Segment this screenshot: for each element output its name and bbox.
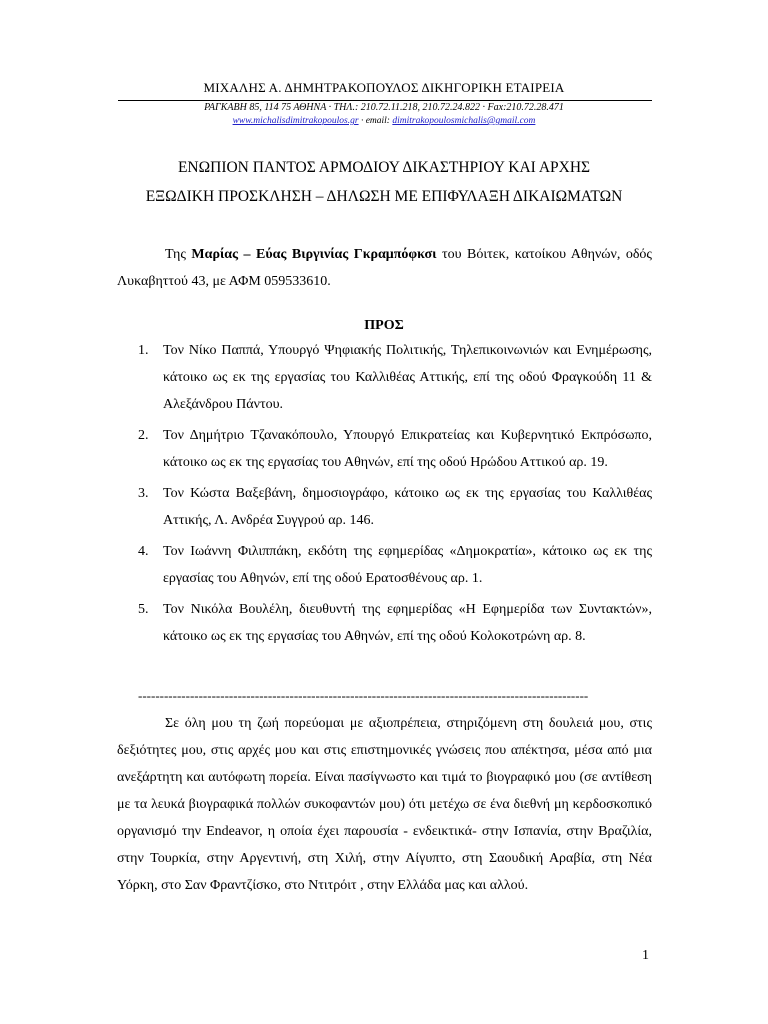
intro-paragraph — [117, 241, 652, 295]
intro-rest: του Βόιτεκ, κατοίκου Αθηνών, οδός Λυκαβηττού 43, με ΑΦΜ 059533610. — [117, 247, 652, 289]
letterhead-contact — [0, 116, 768, 126]
list-item-text: Τον Ιωάννη Φιλιππάκη, εκδότη της εφημερίδας «Δημοκρατία», κάτοικο ως εκ της εργασίας του Αθηνών, επί της οδού Ερατοσθένους αρ. 1. — [163, 544, 652, 586]
list-item-text: Τον Δημήτριο Τζανακόπουλο, Υπουργό Επικρατείας και Κυβερνητικό Εκπρόσωπο, κάτοικο ως εκ της εργασίας του Αθηνών, επί της οδού Ηρώδου Αττικού αρ. 19. — [163, 428, 652, 470]
list-item-number: 5. — [138, 602, 149, 617]
list-item — [138, 538, 652, 592]
list-item-text: Τον Νικόλα Βουλέλη, διευθυντή της εφημερίδας «Η Εφημερίδα των Συντακτών», κάτοικο ως εκ της εργασίας του Αθηνών, επί της οδού Κολοκοτρώνη αρ. 8. — [163, 602, 652, 644]
list-item-number: 3. — [138, 486, 149, 501]
sender-name: Μαρίας – Εύας Βιργινίας Γκραμπόφκσι — [191, 247, 437, 262]
body-paragraph: Σε όλη μου τη ζωή πορεύομαι με αξιοπρέπεια, στηριζόμενη στη δουλειά μου, στις δεξιότητες μου, στις αρχές μου και στις επιστημονικές γνώσεις που απέκτησα, μέσα από μια ανεξάρτητη και αυτόφωτη πορεία. Είναι πασίγνωστο και τιμά το βιογραφικό μου (σε αντίθεση με τα λευκά βιογραφικά πολλών συκοφαντών μου) ότι μετέχω σε ένα διεθνή μη κερδοσκοπικό οργανισμό την Endeavor, η οποία έχει παρουσία - ενδεικτικά- στην Ισπανία, στην Βραζιλία, στην Τουρκία, στην Αργεντινή, στη Χιλή, στην Αίγυπτο, στη Σαουδική Αραβία, στη Νέα Υόρκη, στο Σαν Φραντζίσκο, στο Ντιτρόιτ , στην Ελλάδα μας και αλλού. — [117, 716, 652, 893]
list-item-text: Τον Κώστα Βαξεβάνη, δημοσιογράφο, κάτοικο ως εκ της εργασίας του Καλλιθέας Αττικής, Λ. Ανδρέα Συγγρού αρ. 146. — [163, 486, 652, 528]
letterhead-rule — [118, 100, 652, 101]
list-item — [138, 422, 652, 476]
letterhead-firm-name: ΜΙΧΑΛΗΣ Α. ΔΗΜΗΤΡΑΚΟΠΟΥΛΟΣ ΔΙΚΗΓΟΡΙΚΗ ΕΤΑΙΡΕΙΑ — [203, 80, 565, 95]
pros-heading: ΠΡΟΣ — [364, 318, 404, 333]
list-item-text: Τον Νίκο Παππά, Υπουργό Ψηφιακής Πολιτικής, Τηλεπικοινωνιών και Ενημέρωσης, κάτοικο ως εκ της εργασίας του Καλλιθέας Αττικής, επί της οδού Φραγκούδη 11 & Αλεξάνδρου Πάντου. — [163, 343, 652, 412]
intro-prefix: Της — [165, 247, 192, 262]
page-number: 1 — [642, 948, 649, 963]
list-item — [138, 596, 652, 650]
letterhead-address: ΡΑΓΚΑΒΗ 85, 114 75 ΑΘΗΝΑ · ΤΗΛ.: 210.72.11.218, 210.72.24.822 · Fax:210.72.28.471 — [204, 102, 564, 113]
website-link[interactable]: www.michalisdimitrakopoulos.gr — [232, 116, 359, 126]
list-item-number: 1. — [138, 343, 149, 358]
list-item — [138, 480, 652, 534]
recipients-list — [138, 337, 652, 650]
email-label: · email: — [360, 116, 390, 126]
list-item — [138, 337, 652, 418]
list-item-number: 2. — [138, 428, 149, 443]
document-title-line-2: ΕΞΩΔΙΚΗ ΠΡΟΣΚΛΗΣΗ – ΔΗΛΩΣΗ ΜΕ ΕΠΙΦΥΛΑΞΗ ΔΙΚΑΙΩΜΑΤΩΝ — [145, 188, 623, 205]
list-item-number: 4. — [138, 544, 149, 559]
separator-line: -------------------------------------------------------------------------------------------------------- — [138, 688, 589, 703]
email-link[interactable]: dimitrakopoulosmichalis@gmail.com — [392, 116, 536, 126]
document-title-line-1: ΕΝΩΠΙΟΝ ΠΑΝΤΟΣ ΑΡΜΟΔΙΟΥ ΔΙΚΑΣΤΗΡΙΟΥ ΚΑΙ ΑΡΧΗΣ — [177, 159, 591, 176]
